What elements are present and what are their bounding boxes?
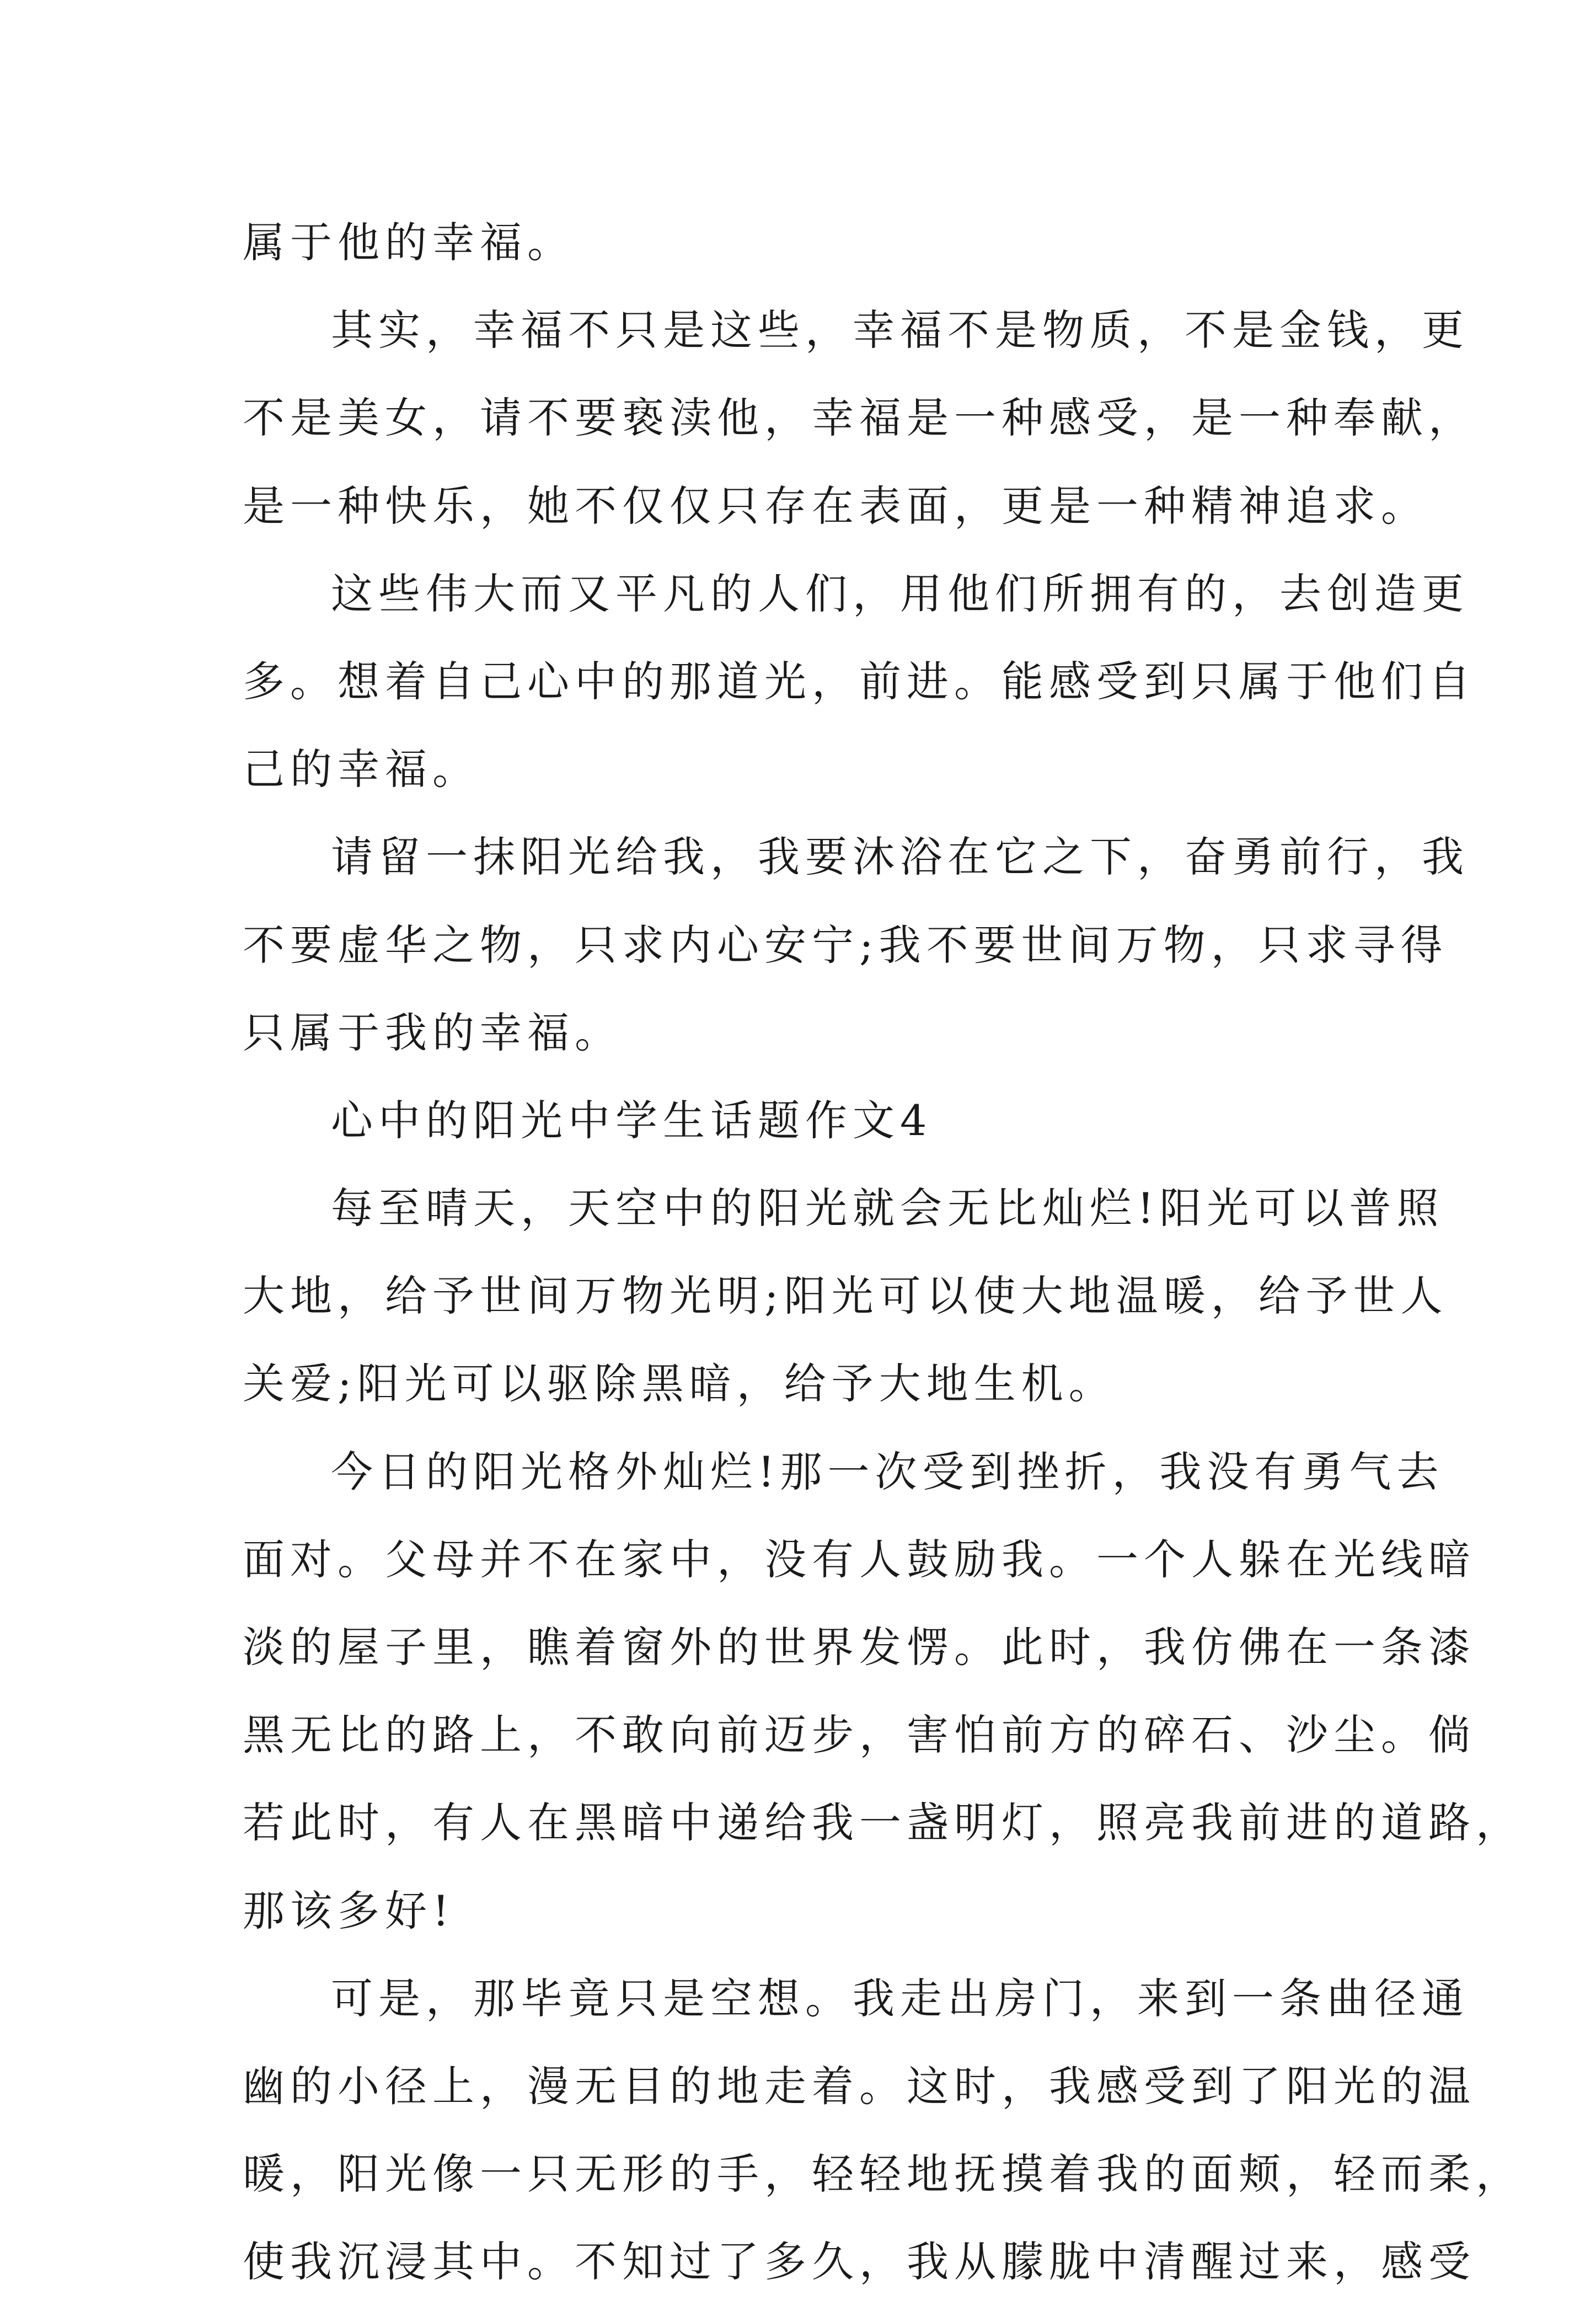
essay-body (243, 199, 1523, 2306)
paragraph-start-line: 今日的阳光格外灿烂!那一次受到挫折，我没有勇气去 (331, 1447, 1444, 1496)
text-line: 多。想着自己心中的那道光，前进。能感受到只属于他们自 (243, 656, 1476, 706)
text-line: 不是美女，请不要亵渎他，幸福是一种感受，是一种奉献， (243, 393, 1476, 443)
section-heading: 心中的阳光中学生话题作文4 (331, 1095, 933, 1145)
paragraph-start-line: 这些伟大而又平凡的人们，用他们所拥有的，去创造更 (331, 569, 1469, 618)
paragraph-start-line: 可是，那毕竟只是空想。我走出房门，来到一条曲径通 (331, 1973, 1469, 2023)
text-line: 关爱;阳光可以驱除黑暗，给予大地生机。 (243, 1359, 1116, 1409)
text-line: 大地，给予世间万物光明;阳光可以使大地温暖，给予世人 (243, 1271, 1448, 1321)
text-line: 只属于我的幸福。 (243, 1008, 622, 1057)
text-line: 若此时，有人在黑暗中递给我一盏明灯，照亮我前进的道路， (243, 1798, 1523, 1848)
text-line: 是一种快乐，她不仅仅只存在表面，更是一种精神追求。 (243, 481, 1428, 531)
paragraph-start-line: 请留一抹阳光给我，我要沐浴在它之下，奋勇前行，我 (331, 832, 1469, 882)
paragraph-start-line: 其实，幸福不只是这些，幸福不是物质，不是金钱，更 (331, 306, 1469, 355)
text-line: 暖，阳光像一只无形的手，轻轻地抚摸着我的面颊，轻而柔， (243, 2149, 1523, 2199)
text-line: 使我沉浸其中。不知过了多久，我从朦胧中清醒过来，感受 (243, 2237, 1476, 2287)
text-line: 面对。父母并不在家中，没有人鼓励我。一个人躲在光线暗 (243, 1534, 1476, 1584)
text-line: 那该多好! (243, 1886, 455, 1935)
text-line: 不要虚华之物，只求内心安宁;我不要世间万物，只求寻得 (243, 920, 1448, 970)
text-line: 幽的小径上，漫无目的地走着。这时，我感受到了阳光的温 (243, 2061, 1476, 2111)
paragraph-start-line: 每至晴天，天空中的阳光就会无比灿烂!阳光可以普照 (331, 1184, 1444, 1233)
text-line: 淡的屋子里，瞧着窗外的世界发愣。此时，我仿佛在一条漆 (243, 1623, 1476, 1672)
text-line: 黑无比的路上，不敢向前迈步，害怕前方的碎石、沙尘。倘 (243, 1710, 1476, 1760)
text-line: 己的幸福。 (243, 745, 480, 794)
text-line: 属于他的幸福。 (243, 218, 575, 267)
